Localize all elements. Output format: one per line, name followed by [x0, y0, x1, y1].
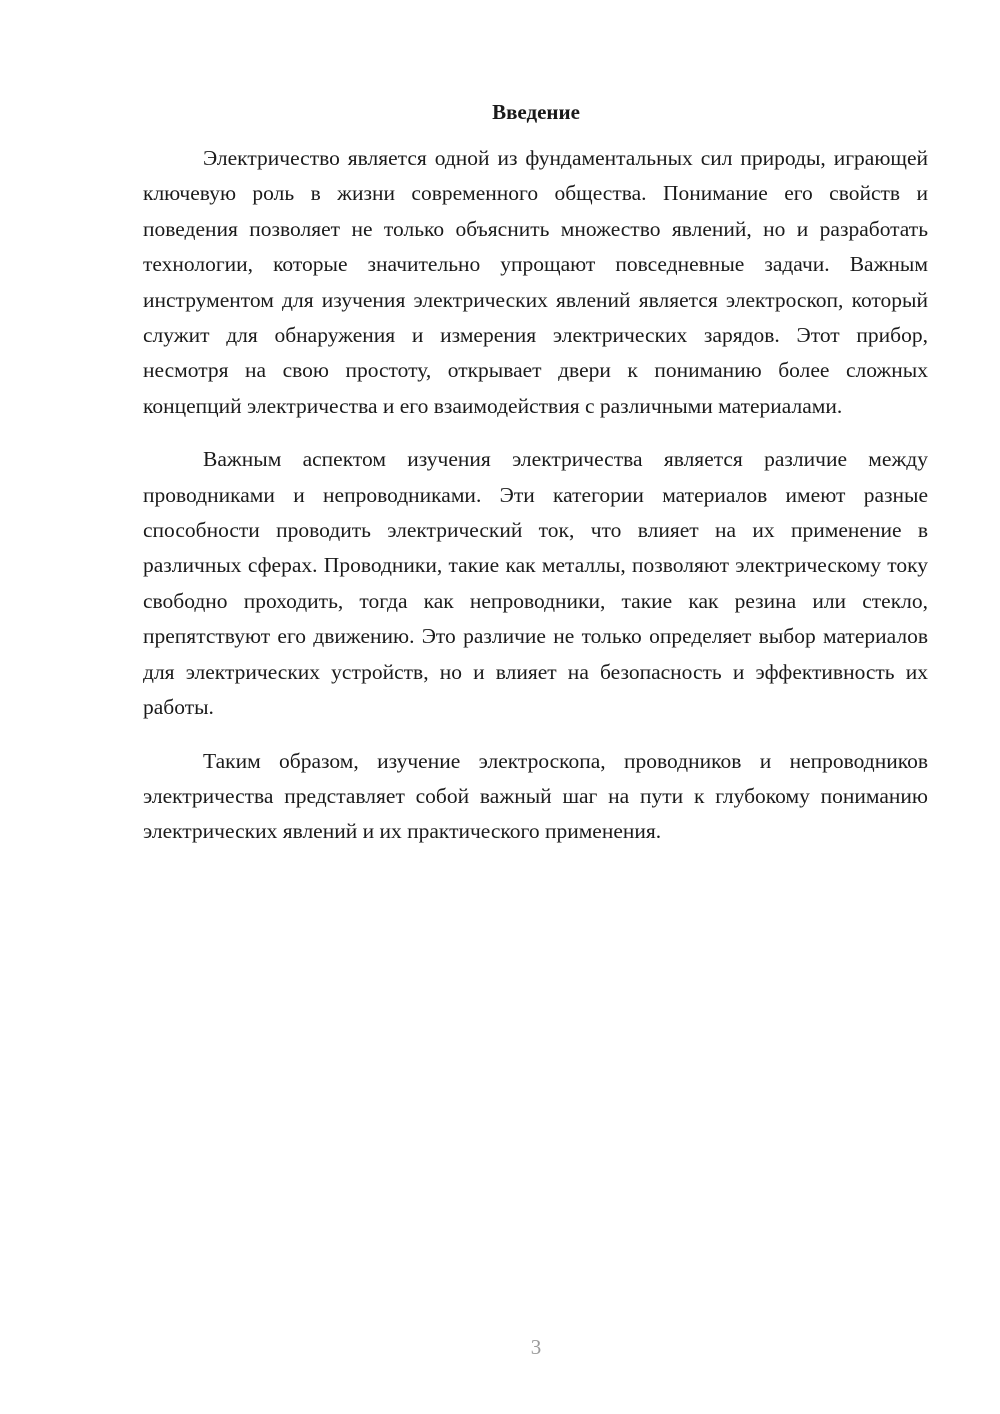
- page-title: Введение: [492, 100, 580, 124]
- document-body: [143, 141, 928, 868]
- page-number: 3: [530, 1335, 542, 1359]
- paragraph-1: Электричество является одной из фундаментальных сил природы, играющей ключевую роль в жизни современного общества. Понимание его свойств и поведения позволяет не только объяснить множество явлений, но и разработать технологии, которые значительно упрощают повседневные задачи. Важным инструментом для изучения электрических явлений является электроскоп, который служит для обнаружения и измерения электрических зарядов. Этот прибор, несмотря на свою простоту, открывает двери к пониманию более сложных концепций электричества и его взаимодействия с различными материалами.: [143, 146, 928, 418]
- paragraph-2: Важным аспектом изучения электричества является различие между проводниками и непроводниками. Эти категории материалов имеют разные способности проводить электрический ток, что влияет на их применение в различных сферах. Проводники, такие как металлы, позволяют электрическому току свободно проходить, тогда как непроводники, такие как резина или стекло, препятствуют его движению. Это различие не только определяет выбор материалов для электрических устройств, но и влияет на безопасность и эффективность их работы.: [143, 447, 928, 720]
- paragraph-3: Таким образом, изучение электроскопа, проводников и непроводников электричества представляет собой важный шаг на пути к глубокому пониманию электрических явлений и их практического применения.: [143, 748, 928, 844]
